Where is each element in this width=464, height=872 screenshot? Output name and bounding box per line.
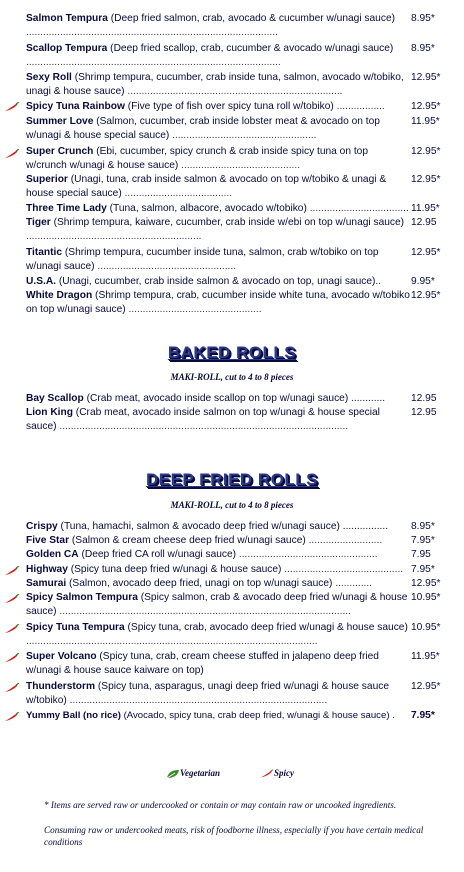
section-title-fried: DEEP FRIED ROLLS xyxy=(145,470,319,489)
item-description: (Tuna, hamachi, salmon & avocado deep fried w/unagi sauce) ................ xyxy=(57,521,389,532)
item-description: (Unagi, tuna, crab inside salmon & avocado on top w/tobiko & unagi & house special sauce) xyxy=(26,174,387,199)
item-description: (Shrimp tempura, crab, cucumber inside white tuna, avocado w/tobiko on top w/unagi sauce) xyxy=(26,290,410,315)
item-description: (Deep fried salmon, crab, avocado & cucumber w/unagi sauce) xyxy=(107,13,395,24)
item-name: Spicy Salmon Tempura xyxy=(26,592,138,603)
item-price: 8.95* xyxy=(411,521,435,532)
item-price: 12.95* xyxy=(411,290,441,301)
legend-spicy-label: Spicy xyxy=(274,768,294,778)
item-name: Sexy Roll xyxy=(26,72,72,83)
item-price: 8.95* xyxy=(411,13,435,24)
item-description: (Salmon & cream cheese deep fried w/unagi sauce) xyxy=(69,535,306,546)
chili-pepper-icon xyxy=(260,769,274,779)
leaf-icon xyxy=(166,769,180,779)
item-name: Super Volcano xyxy=(26,651,97,662)
item-name: Spicy Tuna Tempura xyxy=(26,622,125,633)
item-name: Superior xyxy=(26,174,68,185)
item-price: 9.95* xyxy=(411,276,435,287)
item-price: 11.95* xyxy=(411,651,440,662)
item-name: Three Time Lady xyxy=(26,203,107,214)
item-name: Golden CA xyxy=(26,549,79,560)
item-description: (Spicy tuna, crab, cream cheese stuffed in jalapeno deep fried w/unagi & house sauce kaiware on top) xyxy=(26,651,379,676)
item-description: (Shrimp tempura, cucumber inside tuna, salmon, crab w/tobiko on top w/unagi sauce) xyxy=(26,247,379,272)
item-name: Summer Love xyxy=(26,116,94,127)
item-price: 10.95* xyxy=(411,592,441,603)
item-name: Yummy Ball (no rice) xyxy=(26,710,121,721)
footnote-warning: Consuming raw or undercooked meats, risk of foodborne illness, especially if you have certain medical conditions xyxy=(44,825,424,847)
item-description: (Shrimp tempura, cucumber, crab inside tuna, salmon, avocado w/tobiko, unagi & house sauce) xyxy=(26,72,404,97)
item-description: (Shrimp tempura, kaiware, cucumber, crab inside w/ebi on top w/unagi sauce) xyxy=(50,217,405,228)
item-price: 10.95* xyxy=(411,622,441,633)
chili-pepper-icon xyxy=(4,149,20,159)
item-name: Bay Scallop xyxy=(26,393,84,404)
item-name: Crispy xyxy=(26,521,58,532)
item-price: 7.95* xyxy=(411,535,435,546)
item-description: (Deep fried CA roll w/unagi sauce) xyxy=(78,549,237,560)
chili-pepper-icon xyxy=(4,712,20,722)
item-description: (Spicy tuna deep fried w/unagi & house sauce) xyxy=(67,564,282,575)
item-description: (Unagi, cucumber, crab inside salmon & avocado on top, unagi sauce).. xyxy=(56,276,382,287)
legend-vegetarian-label: Vegetarian xyxy=(180,768,221,778)
chili-pepper-icon xyxy=(4,653,20,663)
item-name: Spicy Tuna Rainbow xyxy=(26,101,125,112)
item-price: 7.95* xyxy=(411,710,435,721)
item-price: 12.95 xyxy=(411,217,437,228)
item-description: (Crab meat, avocado inside salmon on top w/unagi & house special sauce) xyxy=(26,407,380,432)
item-name: Tiger xyxy=(26,217,51,228)
item-name: Thunderstorm xyxy=(26,681,96,692)
chili-pepper-icon xyxy=(4,594,20,604)
item-price: 12.95* xyxy=(411,72,441,83)
item-name: Super Crunch xyxy=(26,146,94,157)
item-price: 12.95* xyxy=(411,174,441,185)
item-name: Scallop Tempura xyxy=(26,43,108,54)
chili-pepper-icon xyxy=(4,102,20,112)
item-description: (Crab meat, avocado inside scallop on top w/unagi sauce) ............ xyxy=(83,393,386,404)
item-name: U.S.A. xyxy=(26,276,57,287)
item-price: 7.95 xyxy=(411,549,431,560)
item-price: 11.95* xyxy=(411,203,440,214)
item-price: 12.95 xyxy=(411,407,437,418)
item-description: (Spicy salmon, crab & avocado deep fried w/unagi & house sauce) xyxy=(26,592,408,617)
item-name: Samurai xyxy=(26,578,67,589)
item-price: 12.95* xyxy=(411,247,441,258)
item-name: Lion King xyxy=(26,407,73,418)
item-description: (Five type of fish over spicy tuna roll w/tobiko) xyxy=(124,101,334,112)
section-title-baked: BAKED ROLLS xyxy=(167,343,297,362)
chili-pepper-icon xyxy=(4,566,20,576)
chili-pepper-icon xyxy=(4,624,20,634)
item-description: (Deep fried scallop, crab, cucumber & avocado w/unagi sauce) xyxy=(107,43,394,54)
item-name: Five Star xyxy=(26,535,70,546)
item-description: (Spicy tuna, asparagus, unagi deep fried w/unagi & house sauce w/tobiko) xyxy=(26,681,389,706)
item-price: 12.95* xyxy=(411,578,441,589)
item-price: 11.95* xyxy=(411,116,440,127)
section-subtitle-fried: MAKI-ROLL, cut to 4 to 8 pieces xyxy=(170,500,294,510)
footnote-raw: * Items are served raw or undercooked or contain or may contain raw or uncooked ingredients. xyxy=(44,800,397,810)
section-subtitle-baked: MAKI-ROLL, cut to 4 to 8 pieces xyxy=(170,372,294,382)
item-price: 12.95* xyxy=(411,146,441,157)
chili-pepper-icon xyxy=(4,683,20,693)
item-name: Titantic xyxy=(26,247,63,258)
item-price: 12.95 xyxy=(411,393,437,404)
item-price: 12.95* xyxy=(411,101,441,112)
item-name: Salmon Tempura xyxy=(26,13,108,24)
item-description: (Ebi, cucumber, spicy crunch & crab inside spicy tuna on top w/crunch w/unagi & house sauce) xyxy=(26,146,368,171)
item-description: (Salmon, avocado deep fried, unagi on top w/unagi sauce) xyxy=(66,578,333,589)
item-description: (Avocado, spicy tuna, crab deep fried, w/unagi & house sauce) . xyxy=(120,710,395,721)
item-description: (Spicy tuna, crab, avocado deep fried w/unagi & house sauce) xyxy=(124,622,408,633)
item-price: 8.95* xyxy=(411,43,435,54)
spicy-legend xyxy=(260,768,294,779)
item-name: White Dragon xyxy=(26,290,93,301)
vegetarian-legend xyxy=(166,768,220,779)
item-price: 7.95* xyxy=(411,564,435,575)
item-description: (Salmon, cucumber, crab inside lobster meat & avocado on top w/unagi & house special sauce) xyxy=(26,116,380,141)
item-price: 12.95* xyxy=(411,681,441,692)
item-name: Highway xyxy=(26,564,68,575)
item-description: (Tuna, salmon, albacore, avocado w/tobiko) xyxy=(106,203,307,214)
